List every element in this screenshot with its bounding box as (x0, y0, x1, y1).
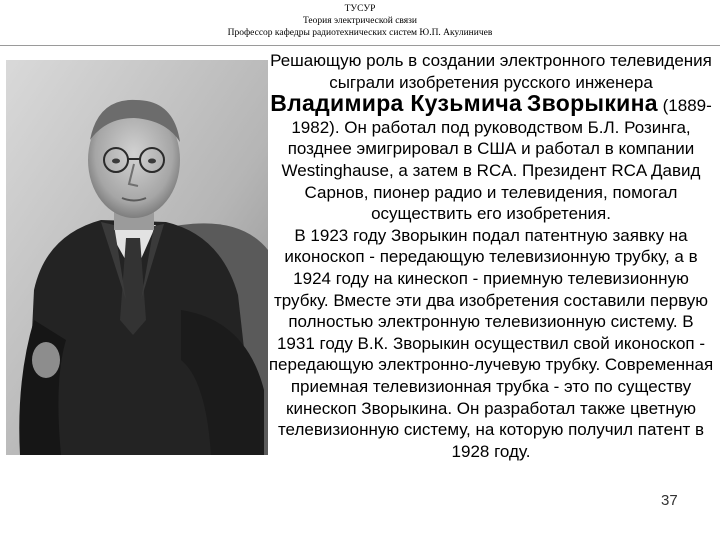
header-divider (0, 45, 720, 46)
bio-rest-text: (1889-1982). Он работал под руководством Б.Л. Розинга, позднее эмигрировал в США и работал в компании Westinghause, а затем в RCA. Президент RCA Давид Сарнов, пионер радио и телевидения, помогал осуществить его изобретения. (281, 96, 712, 224)
page-number: 37 (661, 492, 678, 509)
portrait-photo (6, 60, 268, 455)
header-course: Теория электрической связи (302, 16, 417, 26)
slide-text (268, 50, 714, 462)
biography-paragraph (268, 50, 714, 225)
inventions-paragraph: В 1923 году Зворыкин подал патентную заявку на иконоскоп - передающую телевизионную трубку, а в 1924 году на кинескоп - приемную телевизионную трубку. Вместе эти два изобретения составили первую полностью электронную телевизионную систему. В 1931 году В.К. Зворыкин осуществил свой иконоскоп - передающую электронно-лучевую трубку. Современная приемная телевизионная трубка - это по существу кинескоп Зворыкина. Он разработал также цветную телевизионную систему, на которую получил патент в 1928 году. (268, 225, 714, 461)
name-last: Зворыкина (526, 90, 658, 117)
name-first: Владимира Кузьмича (270, 90, 523, 117)
header-university: ТУСУР (344, 4, 376, 14)
slide-header (0, 0, 720, 46)
bio-intro-text: Решающую роль в создании электронного телевидения сыграли изобретения русского инженера (270, 51, 712, 92)
header-author: Профессор кафедры радиотехнических систем Ю.П. Акулиничев (227, 28, 493, 38)
